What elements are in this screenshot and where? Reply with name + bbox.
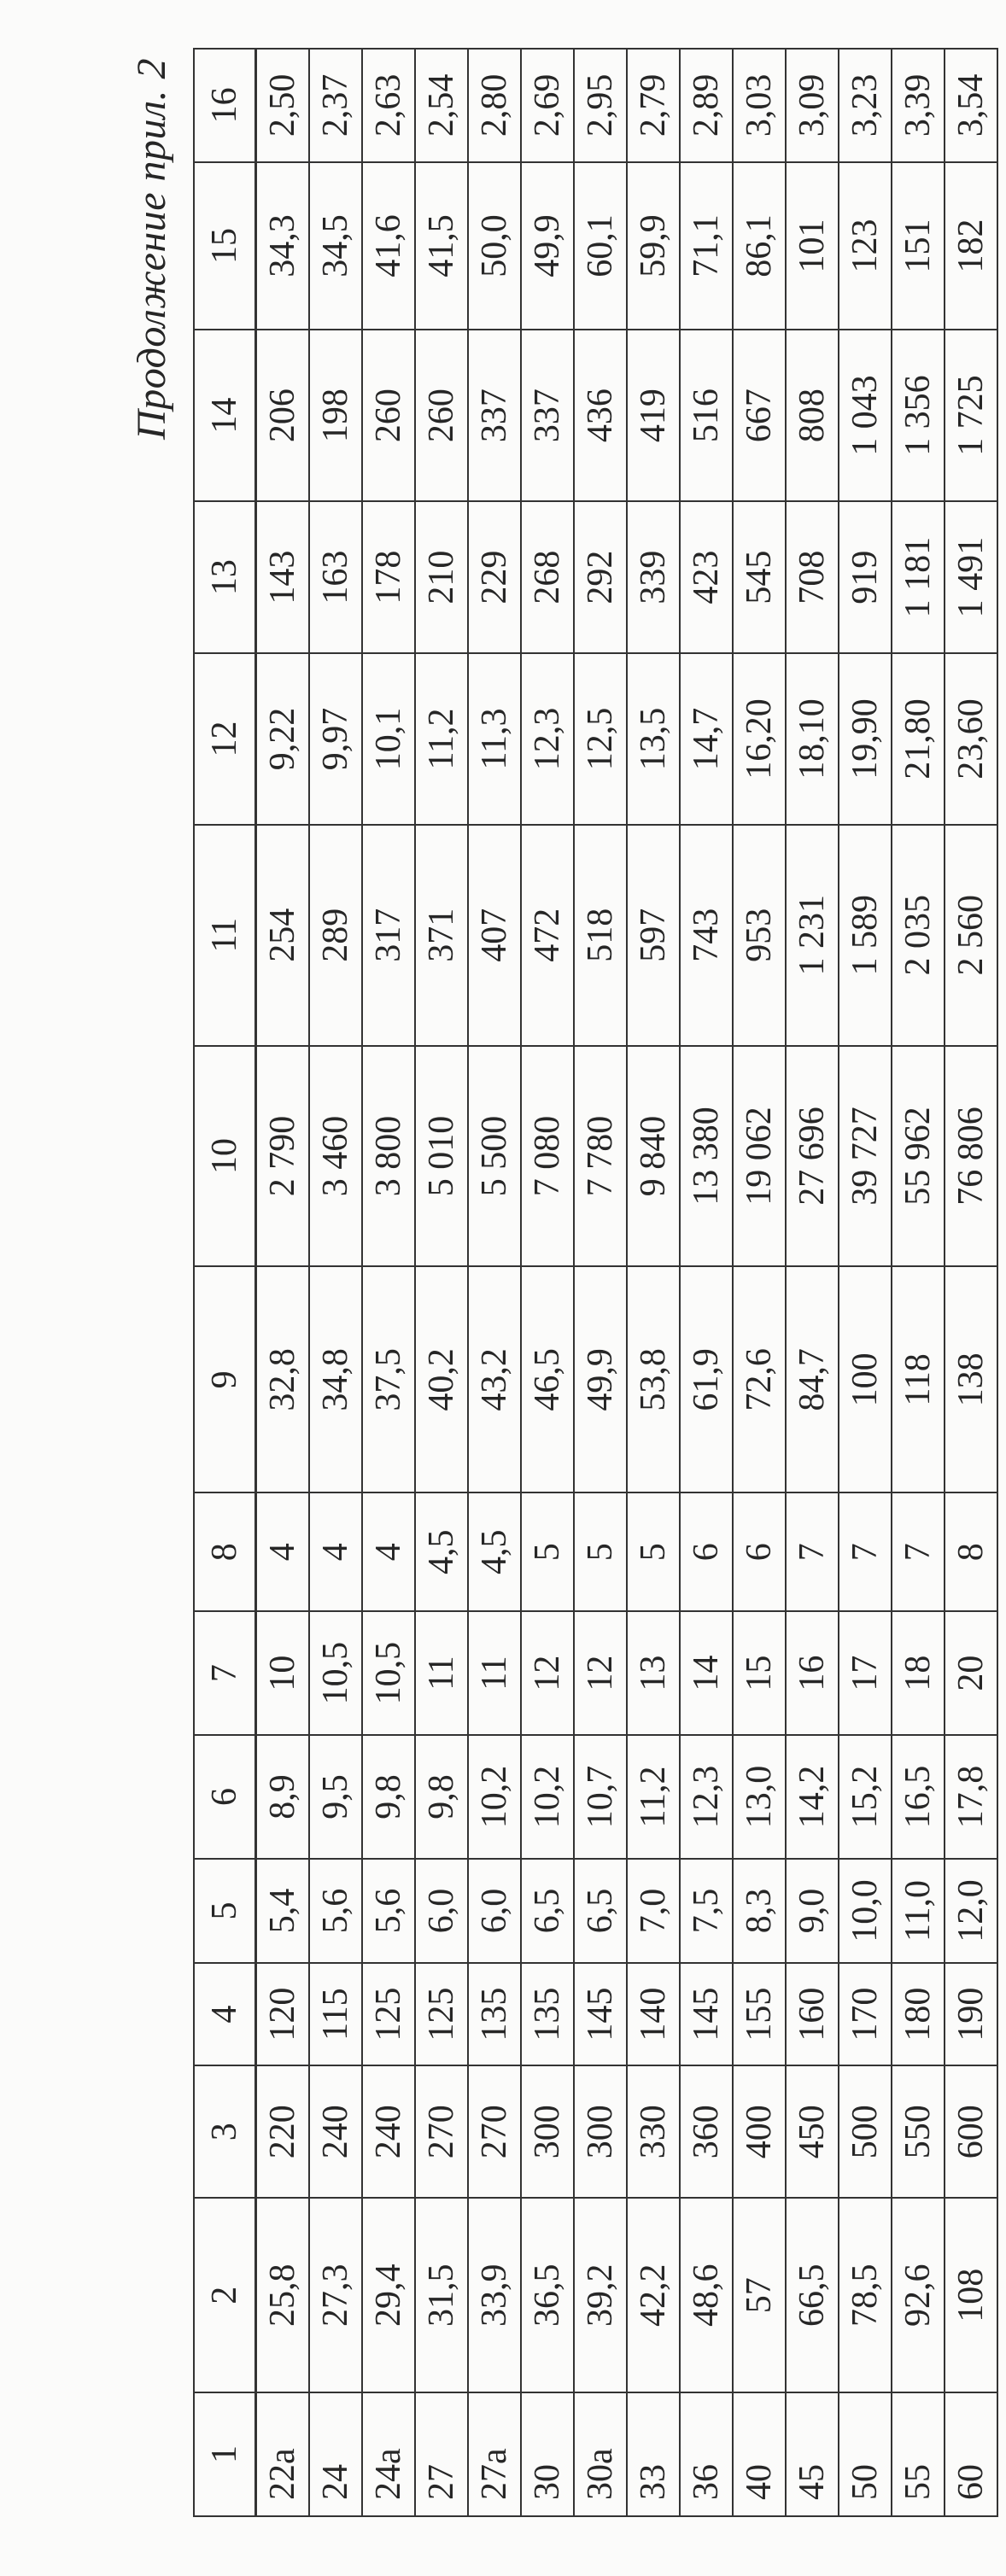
table-cell: 11,2 [627, 1735, 680, 1859]
table-cell: 19,90 [839, 653, 892, 825]
table-cell: 11 [415, 1611, 468, 1735]
page-caption: Продолжение прил. 2 [129, 58, 174, 440]
table-cell: 4 [309, 1492, 362, 1611]
column-header: 13 [194, 501, 256, 653]
table-row [733, 49, 786, 2516]
table-row [309, 49, 362, 2516]
table-cell: 170 [839, 1963, 892, 2065]
table-cell: 260 [362, 330, 415, 501]
table-cell: 37,5 [362, 1266, 415, 1492]
table-cell: 60 [945, 2392, 997, 2516]
table-cell: 155 [733, 1963, 786, 2065]
table-cell: 516 [680, 330, 733, 501]
table-cell: 7,5 [680, 1859, 733, 1963]
table-cell: 84,7 [786, 1266, 839, 1492]
table-cell: 210 [415, 501, 468, 653]
table-cell: 5 [521, 1492, 574, 1611]
table-cell: 2,80 [468, 49, 521, 162]
table-cell: 34,5 [309, 162, 362, 330]
table-cell: 371 [415, 825, 468, 1046]
table-cell: 1 181 [892, 501, 945, 653]
table-cell: 57 [733, 2198, 786, 2392]
table-cell: 419 [627, 330, 680, 501]
table-cell: 289 [309, 825, 362, 1046]
table-cell: 10,2 [521, 1735, 574, 1859]
table-cell: 43,2 [468, 1266, 521, 1492]
table-cell: 13 [627, 1611, 680, 1735]
table-cell: 24 [309, 2392, 362, 2516]
table-cell: 36,5 [521, 2198, 574, 2392]
table-cell: 6 [680, 1492, 733, 1611]
table-cell: 178 [362, 501, 415, 653]
table-cell: 10,2 [468, 1735, 521, 1859]
table-cell: 11 [468, 1611, 521, 1735]
table-cell: 229 [468, 501, 521, 653]
table-cell: 50 [839, 2392, 892, 2516]
column-header: 9 [194, 1266, 256, 1492]
table-cell: 708 [786, 501, 839, 653]
table-cell: 1 231 [786, 825, 839, 1046]
column-header: 5 [194, 1859, 256, 1963]
table-cell: 3,39 [892, 49, 945, 162]
table-cell: 27 696 [786, 1046, 839, 1267]
table-cell: 4 [256, 1492, 310, 1611]
table-cell: 1 491 [945, 501, 997, 653]
table-cell: 11,2 [415, 653, 468, 825]
table-cell: 268 [521, 501, 574, 653]
table-cell: 5,6 [362, 1859, 415, 1963]
table-cell: 8,3 [733, 1859, 786, 1963]
table-cell: 108 [945, 2198, 997, 2392]
table-cell: 20 [945, 1611, 997, 1735]
table-cell: 3,23 [839, 49, 892, 162]
table-cell: 3,54 [945, 49, 997, 162]
table-cell: 743 [680, 825, 733, 1046]
table-cell: 23,60 [945, 653, 997, 825]
table-cell: 3,03 [733, 49, 786, 162]
table-row [945, 49, 997, 2516]
table-cell: 317 [362, 825, 415, 1046]
table-cell: 76 806 [945, 1046, 997, 1267]
table-cell: 450 [786, 2065, 839, 2198]
table-cell: 31,5 [415, 2198, 468, 2392]
table-cell: 11,0 [892, 1859, 945, 1963]
table-cell: 2,54 [415, 49, 468, 162]
table-cell: 13,5 [627, 653, 680, 825]
table-row [680, 49, 733, 2516]
table-cell: 9,8 [362, 1735, 415, 1859]
table-cell: 135 [521, 1963, 574, 2065]
table-cell: 2,63 [362, 49, 415, 162]
table-cell: 78,5 [839, 2198, 892, 2392]
table-cell: 9,22 [256, 653, 310, 825]
table-cell: 41,6 [362, 162, 415, 330]
table-cell: 33,9 [468, 2198, 521, 2392]
table-cell: 190 [945, 1963, 997, 2065]
table-cell: 138 [945, 1266, 997, 1492]
table-cell: 123 [839, 162, 892, 330]
table-cell: 1 043 [839, 330, 892, 501]
table-cell: 12,3 [680, 1735, 733, 1859]
table-cell: 41,5 [415, 162, 468, 330]
table-cell: 59,9 [627, 162, 680, 330]
table-cell: 125 [415, 1963, 468, 2065]
table-cell: 5,4 [256, 1859, 310, 1963]
table-cell: 15,2 [839, 1735, 892, 1859]
column-header: 4 [194, 1963, 256, 2065]
table-cell: 18 [892, 1611, 945, 1735]
table-cell: 400 [733, 2065, 786, 2198]
table-cell: 30a [574, 2392, 627, 2516]
table-row [574, 49, 627, 2516]
rotated-content [118, 48, 991, 2517]
table-cell: 14,7 [680, 653, 733, 825]
table-cell: 5 500 [468, 1046, 521, 1267]
table-cell: 10,0 [839, 1859, 892, 1963]
table-cell: 145 [574, 1963, 627, 2065]
table-cell: 240 [309, 2065, 362, 2198]
table-cell: 36 [680, 2392, 733, 2516]
table-cell: 6,0 [468, 1859, 521, 1963]
table-cell: 118 [892, 1266, 945, 1492]
table-cell: 12,5 [574, 653, 627, 825]
table-cell: 254 [256, 825, 310, 1046]
table-cell: 2 560 [945, 825, 997, 1046]
table-cell: 163 [309, 501, 362, 653]
table-cell: 7 [839, 1492, 892, 1611]
table-cell: 339 [627, 501, 680, 653]
table-cell: 151 [892, 162, 945, 330]
table-cell: 160 [786, 1963, 839, 2065]
table-row [892, 49, 945, 2516]
table-cell: 545 [733, 501, 786, 653]
table-row [786, 49, 839, 2516]
table-cell: 101 [786, 162, 839, 330]
table-cell: 6 [733, 1492, 786, 1611]
table-cell: 2,89 [680, 49, 733, 162]
table-cell: 27a [468, 2392, 521, 2516]
table-cell: 2,37 [309, 49, 362, 162]
table-cell: 5 [627, 1492, 680, 1611]
table-cell: 10,1 [362, 653, 415, 825]
table-cell: 360 [680, 2065, 733, 2198]
table-cell: 4 [362, 1492, 415, 1611]
table-cell: 220 [256, 2065, 310, 2198]
table-cell: 5 010 [415, 1046, 468, 1267]
table-cell: 140 [627, 1963, 680, 2065]
table-cell: 7 780 [574, 1046, 627, 1267]
table-cell: 198 [309, 330, 362, 501]
table-cell: 14,2 [786, 1735, 839, 1859]
table-cell: 4,5 [415, 1492, 468, 1611]
table-cell: 6,5 [521, 1859, 574, 1963]
table-cell: 27,3 [309, 2198, 362, 2392]
table-cell: 48,6 [680, 2198, 733, 2392]
table-cell: 71,1 [680, 162, 733, 330]
table-cell: 10 [256, 1611, 310, 1735]
table-cell: 300 [521, 2065, 574, 2198]
table-cell: 270 [415, 2065, 468, 2198]
table-cell: 6,5 [574, 1859, 627, 1963]
table-cell: 66,5 [786, 2198, 839, 2392]
table-cell: 42,2 [627, 2198, 680, 2392]
table-cell: 2,79 [627, 49, 680, 162]
table-cell: 22a [256, 2392, 310, 2516]
column-header: 2 [194, 2198, 256, 2392]
table-cell: 2,95 [574, 49, 627, 162]
table-cell: 2 035 [892, 825, 945, 1046]
table-cell: 7 [892, 1492, 945, 1611]
header-row [194, 49, 256, 2516]
table-cell: 16,20 [733, 653, 786, 825]
table-cell: 2,50 [256, 49, 310, 162]
column-header: 12 [194, 653, 256, 825]
table-cell: 9,5 [309, 1735, 362, 1859]
table-cell: 953 [733, 825, 786, 1046]
table-cell: 919 [839, 501, 892, 653]
table-cell: 32,8 [256, 1266, 310, 1492]
table-cell: 7 [786, 1492, 839, 1611]
column-header: 14 [194, 330, 256, 501]
table-cell: 18,10 [786, 653, 839, 825]
table-cell: 40,2 [415, 1266, 468, 1492]
table-cell: 11,3 [468, 653, 521, 825]
table-cell: 45 [786, 2392, 839, 2516]
table-cell: 600 [945, 2065, 997, 2198]
table-cell: 10,7 [574, 1735, 627, 1859]
table-cell: 53,8 [627, 1266, 680, 1492]
table-cell: 5,6 [309, 1859, 362, 1963]
table-cell: 9,8 [415, 1735, 468, 1859]
table-cell: 10,5 [309, 1611, 362, 1735]
column-header: 8 [194, 1492, 256, 1611]
table-cell: 597 [627, 825, 680, 1046]
table-cell: 19 062 [733, 1046, 786, 1267]
table-header [194, 49, 256, 2516]
table-cell: 34,3 [256, 162, 310, 330]
table-cell: 2 790 [256, 1046, 310, 1267]
table-cell: 12,0 [945, 1859, 997, 1963]
table-row [468, 49, 521, 2516]
table-cell: 3 460 [309, 1046, 362, 1267]
data-table [193, 48, 998, 2517]
table-cell: 270 [468, 2065, 521, 2198]
column-header: 6 [194, 1735, 256, 1859]
table-row [256, 49, 310, 2516]
column-header: 10 [194, 1046, 256, 1267]
table-cell: 3,09 [786, 49, 839, 162]
table-cell: 115 [309, 1963, 362, 2065]
table-cell: 3 800 [362, 1046, 415, 1267]
table-cell: 24a [362, 2392, 415, 2516]
table-cell: 50,0 [468, 162, 521, 330]
table-cell: 39 727 [839, 1046, 892, 1267]
table-cell: 86,1 [733, 162, 786, 330]
table-cell: 7,0 [627, 1859, 680, 1963]
table-row [839, 49, 892, 2516]
table-cell: 143 [256, 501, 310, 653]
table-cell: 16 [786, 1611, 839, 1735]
table-cell: 472 [521, 825, 574, 1046]
table-cell: 9,97 [309, 653, 362, 825]
table-cell: 60,1 [574, 162, 627, 330]
table-cell: 2,69 [521, 49, 574, 162]
table-cell: 10,5 [362, 1611, 415, 1735]
table-cell: 29,4 [362, 2198, 415, 2392]
table-cell: 25,8 [256, 2198, 310, 2392]
table-cell: 8 [945, 1492, 997, 1611]
column-header: 7 [194, 1611, 256, 1735]
table-row [521, 49, 574, 2516]
table-cell: 55 962 [892, 1046, 945, 1267]
table-cell: 40 [733, 2392, 786, 2516]
table-cell: 180 [892, 1963, 945, 2065]
table-cell: 21,80 [892, 653, 945, 825]
table-cell: 17,8 [945, 1735, 997, 1859]
table-cell: 8,9 [256, 1735, 310, 1859]
table-cell: 27 [415, 2392, 468, 2516]
table-cell: 182 [945, 162, 997, 330]
table-cell: 17 [839, 1611, 892, 1735]
table-cell: 34,8 [309, 1266, 362, 1492]
table-cell: 1 356 [892, 330, 945, 501]
table-cell: 5 [574, 1492, 627, 1611]
table-row [362, 49, 415, 2516]
table-cell: 39,2 [574, 2198, 627, 2392]
table-cell: 49,9 [521, 162, 574, 330]
table-cell: 330 [627, 2065, 680, 2198]
table-cell: 12 [521, 1611, 574, 1735]
table-cell: 120 [256, 1963, 310, 2065]
table-cell: 14 [680, 1611, 733, 1735]
table-row [627, 49, 680, 2516]
table-cell: 100 [839, 1266, 892, 1492]
table-cell: 16,5 [892, 1735, 945, 1859]
table-cell: 4,5 [468, 1492, 521, 1611]
table-cell: 500 [839, 2065, 892, 2198]
table-cell: 300 [574, 2065, 627, 2198]
table-cell: 292 [574, 501, 627, 653]
table-cell: 808 [786, 330, 839, 501]
table-cell: 145 [680, 1963, 733, 2065]
table-cell: 206 [256, 330, 310, 501]
table-cell: 30 [521, 2392, 574, 2516]
table-row [415, 49, 468, 2516]
table-cell: 6,0 [415, 1859, 468, 1963]
table-cell: 135 [468, 1963, 521, 2065]
table-cell: 13,0 [733, 1735, 786, 1859]
table-cell: 12 [574, 1611, 627, 1735]
table-body [256, 49, 998, 2516]
table-cell: 7 080 [521, 1046, 574, 1267]
table-cell: 12,3 [521, 653, 574, 825]
table-cell: 407 [468, 825, 521, 1046]
table-cell: 15 [733, 1611, 786, 1735]
table-cell: 92,6 [892, 2198, 945, 2392]
table-cell: 667 [733, 330, 786, 501]
table-cell: 337 [468, 330, 521, 501]
table-cell: 1 589 [839, 825, 892, 1046]
table-cell: 61,9 [680, 1266, 733, 1492]
table-cell: 33 [627, 2392, 680, 2516]
table-cell: 9,0 [786, 1859, 839, 1963]
table-cell: 436 [574, 330, 627, 501]
column-header: 16 [194, 49, 256, 162]
column-header: 1 [194, 2392, 256, 2516]
table-cell: 518 [574, 825, 627, 1046]
table-cell: 72,6 [733, 1266, 786, 1492]
table-cell: 260 [415, 330, 468, 501]
table-cell: 125 [362, 1963, 415, 2065]
table-cell: 423 [680, 501, 733, 653]
table-cell: 55 [892, 2392, 945, 2516]
table-cell: 240 [362, 2065, 415, 2198]
column-header: 3 [194, 2065, 256, 2198]
table-cell: 13 380 [680, 1046, 733, 1267]
table-cell: 9 840 [627, 1046, 680, 1267]
column-header: 15 [194, 162, 256, 330]
table-cell: 1 725 [945, 330, 997, 501]
table-cell: 337 [521, 330, 574, 501]
table-cell: 46,5 [521, 1266, 574, 1492]
table-cell: 49,9 [574, 1266, 627, 1492]
column-header: 11 [194, 825, 256, 1046]
table-cell: 550 [892, 2065, 945, 2198]
